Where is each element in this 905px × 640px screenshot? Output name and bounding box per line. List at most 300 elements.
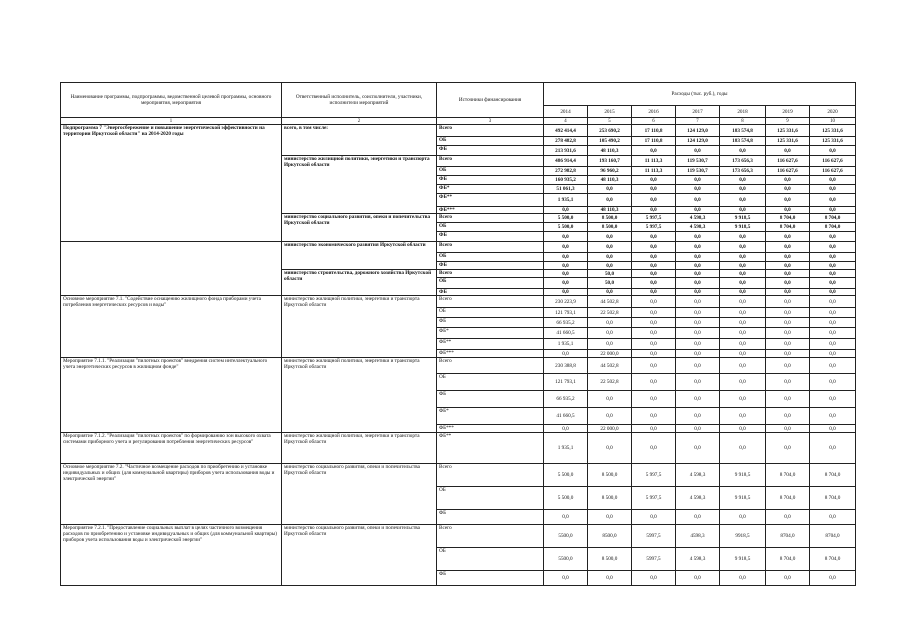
header-year: 2020 [810, 106, 856, 118]
amount-cell: 0,0 [676, 391, 720, 408]
executor-cell: министерство жилищной политики, энергетики и транспорта Иркутской области [282, 296, 437, 358]
funding-source-cell: Всего [437, 270, 544, 278]
amount-cell: 4 598,3 [676, 548, 720, 571]
program-name-cell: Мероприятие 7.1.2. "Реализация "пилотных проектов" по формированию зон высокого охвата системами приборного учета и регулирования потребления энергетических ресурсов" [61, 433, 282, 464]
amount-cell: 0,0 [720, 207, 766, 214]
amount-cell: 9 918,5 [720, 214, 766, 223]
funding-source-cell: ФБ* [437, 328, 544, 339]
amount-cell: 0,0 [766, 207, 810, 214]
amount-cell: 0,0 [810, 510, 856, 525]
amount-cell: 0,0 [766, 328, 810, 339]
amount-cell: 8 704,0 [810, 214, 856, 223]
amount-cell: 0,0 [544, 262, 588, 270]
amount-cell: 0,0 [544, 270, 588, 278]
executor-cell: министерство жилищной политики, энергетики и транспорта Иркутской области [282, 156, 437, 214]
amount-cell: 5500,0 [544, 548, 588, 571]
funding-source-cell: ФБ*** [437, 425, 544, 433]
amount-cell: 121 793,1 [544, 308, 588, 318]
amount-cell: 0,0 [676, 433, 720, 464]
amount-cell: 0,0 [766, 391, 810, 408]
amount-cell: 0,0 [766, 510, 810, 525]
funding-source-cell: Всего [437, 296, 544, 308]
amount-cell: 0,0 [810, 185, 856, 194]
amount-cell: 0,0 [720, 278, 766, 289]
amount-cell: 8 704,0 [810, 223, 856, 232]
table-row [61, 125, 856, 137]
funding-source-cell: ФБ [437, 176, 544, 185]
amount-cell: 0,0 [676, 408, 720, 425]
amount-cell: 8 704,0 [810, 487, 856, 510]
amount-cell: 0,0 [632, 185, 676, 194]
amount-cell: 125 331,6 [766, 137, 810, 146]
header-column-index: 5 [588, 118, 632, 125]
amount-cell: 0,0 [766, 339, 810, 350]
amount-cell: 0,0 [676, 176, 720, 185]
amount-cell: 8 704,0 [810, 548, 856, 571]
amount-cell: 0,0 [588, 339, 632, 350]
amount-cell: 0,0 [810, 391, 856, 408]
funding-source-cell: ФБ [437, 318, 544, 328]
amount-cell: 116 627,6 [810, 167, 856, 176]
amount-cell: 0,0 [632, 278, 676, 289]
funding-source-cell: ФБ*** [437, 207, 544, 214]
amount-cell: 0,0 [720, 391, 766, 408]
funding-source-cell: Всего [437, 125, 544, 137]
amount-cell: 5 500,0 [544, 487, 588, 510]
amount-cell: 0,0 [720, 185, 766, 194]
funding-source-cell: Всего [437, 242, 544, 253]
amount-cell: 0,0 [632, 391, 676, 408]
amount-cell: 11 113,3 [632, 156, 676, 167]
funding-source-cell: ОБ [437, 223, 544, 232]
amount-cell: 0,0 [676, 242, 720, 253]
amount-cell: 9918,5 [720, 525, 766, 548]
amount-cell: 116 627,6 [810, 156, 856, 167]
funding-source-cell: ОБ [437, 137, 544, 146]
amount-cell: 0,0 [766, 433, 810, 464]
amount-cell: 0,0 [632, 242, 676, 253]
amount-cell: 8 704,0 [810, 464, 856, 487]
amount-cell: 0,0 [720, 176, 766, 185]
amount-cell: 8704,0 [810, 525, 856, 548]
amount-cell: 0,0 [544, 289, 588, 296]
funding-source-cell: ФБ** [437, 339, 544, 350]
amount-cell: 0,0 [720, 270, 766, 278]
header-column-index: 8 [720, 118, 766, 125]
header-year: 2015 [588, 106, 632, 118]
header-program-name: Наименование программы, подпрограммы, ведомственной целевой программы, основного мероприятия, мероприятия [61, 83, 282, 118]
amount-cell: 0,0 [676, 339, 720, 350]
funding-source-cell: ОБ [437, 278, 544, 289]
amount-cell: 0,0 [632, 296, 676, 308]
funding-source-cell: ФБ [437, 391, 544, 408]
budget-table [60, 82, 856, 586]
amount-cell: 213 931,6 [544, 146, 588, 156]
amount-cell: 8 500,0 [588, 214, 632, 223]
amount-cell: 0,0 [766, 571, 810, 586]
program-name-cell: Подпрограмма 7 "Энергосбережение и повышение энергетической эффективности на территории Иркутской области" на 2014-2020 годы [61, 125, 282, 242]
amount-cell: 0,0 [720, 510, 766, 525]
amount-cell: 0,0 [766, 262, 810, 270]
amount-cell: 48 110,3 [588, 207, 632, 214]
header-column-index: 1 [61, 118, 282, 125]
amount-cell: 0,0 [588, 391, 632, 408]
amount-cell: 4 598,3 [676, 223, 720, 232]
amount-cell: 0,0 [766, 296, 810, 308]
amount-cell: 0,0 [632, 194, 676, 207]
amount-cell: 0,0 [810, 296, 856, 308]
amount-cell: 0,0 [544, 232, 588, 242]
amount-cell: 0,0 [720, 433, 766, 464]
amount-cell: 48 110,3 [588, 176, 632, 185]
amount-cell: 0,0 [720, 350, 766, 358]
amount-cell: 4598,3 [676, 525, 720, 548]
amount-cell: 0,0 [676, 253, 720, 262]
amount-cell: 0,0 [766, 194, 810, 207]
header-year: 2017 [676, 106, 720, 118]
header-year: 2016 [632, 106, 676, 118]
amount-cell: 8704,0 [766, 525, 810, 548]
funding-source-cell: ФБ [437, 232, 544, 242]
amount-cell: 0,0 [676, 510, 720, 525]
amount-cell: 11 113,3 [632, 167, 676, 176]
amount-cell: 124 129,0 [676, 137, 720, 146]
amount-cell: 0,0 [588, 253, 632, 262]
header-year: 2019 [766, 106, 810, 118]
amount-cell: 0,0 [632, 270, 676, 278]
amount-cell: 4 598,3 [676, 214, 720, 223]
amount-cell: 492 414,4 [544, 125, 588, 137]
amount-cell: 9 918,5 [720, 464, 766, 487]
amount-cell: 0,0 [766, 176, 810, 185]
amount-cell: 8 704,0 [766, 487, 810, 510]
amount-cell: 0,0 [720, 425, 766, 433]
amount-cell: 0,0 [676, 358, 720, 374]
amount-cell: 0,0 [766, 253, 810, 262]
header-column-index: 2 [282, 118, 437, 125]
amount-cell: 0,0 [720, 339, 766, 350]
amount-cell: 125 331,6 [766, 125, 810, 137]
amount-cell: 4 598,3 [676, 487, 720, 510]
amount-cell: 0,0 [720, 232, 766, 242]
amount-cell: 0,0 [676, 328, 720, 339]
amount-cell: 0,0 [588, 242, 632, 253]
amount-cell: 0,0 [766, 146, 810, 156]
amount-cell: 0,0 [632, 571, 676, 586]
amount-cell: 0,0 [632, 408, 676, 425]
amount-cell: 0,0 [766, 232, 810, 242]
amount-cell: 119 530,7 [676, 167, 720, 176]
funding-source-cell: ФБ [437, 571, 544, 586]
amount-cell: 22 000,0 [588, 425, 632, 433]
amount-cell: 121 793,1 [544, 374, 588, 391]
amount-cell: 41 660,5 [544, 328, 588, 339]
amount-cell: 0,0 [720, 253, 766, 262]
amount-cell: 0,0 [588, 510, 632, 525]
amount-cell: 0,0 [810, 289, 856, 296]
funding-source-cell: Всего [437, 156, 544, 167]
amount-cell: 0,0 [766, 374, 810, 391]
amount-cell: 9 918,5 [720, 487, 766, 510]
amount-cell: 116 627,6 [766, 156, 810, 167]
header-expenses: Расходы (тыс. руб.), годы [544, 83, 856, 106]
amount-cell: 41 660,5 [544, 408, 588, 425]
amount-cell: 0,0 [544, 510, 588, 525]
program-name-cell [61, 242, 282, 296]
amount-cell: 48 110,3 [588, 146, 632, 156]
amount-cell: 0,0 [720, 289, 766, 296]
amount-cell: 0,0 [632, 262, 676, 270]
executor-cell: министерство социального развития, опеки и попечительства Иркутской области [282, 214, 437, 242]
amount-cell: 0,0 [632, 433, 676, 464]
amount-cell: 0,0 [720, 408, 766, 425]
amount-cell: 173 656,3 [720, 167, 766, 176]
executor-cell: министерство строительства, дорожного хозяйства Иркутской области [282, 270, 437, 296]
amount-cell: 125 331,6 [810, 125, 856, 137]
amount-cell: 0,0 [766, 425, 810, 433]
amount-cell: 22 000,0 [588, 350, 632, 358]
amount-cell: 0,0 [810, 194, 856, 207]
amount-cell: 0,0 [676, 232, 720, 242]
amount-cell: 1 935,1 [544, 194, 588, 207]
funding-source-cell: Всего [437, 358, 544, 374]
table-row [61, 464, 856, 487]
executor-cell: министерство экономического развития Иркутской области [282, 242, 437, 270]
amount-cell: 0,0 [810, 425, 856, 433]
amount-cell: 0,0 [720, 328, 766, 339]
amount-cell: 0,0 [810, 328, 856, 339]
amount-cell: 5 500,0 [544, 464, 588, 487]
amount-cell: 0,0 [632, 176, 676, 185]
amount-cell: 0,0 [810, 350, 856, 358]
header-column-index: 7 [676, 118, 720, 125]
amount-cell: 0,0 [720, 194, 766, 207]
amount-cell: 0,0 [810, 278, 856, 289]
amount-cell: 0,0 [632, 510, 676, 525]
funding-source-cell: ОБ [437, 374, 544, 391]
funding-source-cell: ФБ [437, 510, 544, 525]
amount-cell: 9 918,5 [720, 223, 766, 232]
amount-cell: 0,0 [810, 358, 856, 374]
program-name-cell: Основное мероприятие 7.1. "Содействие оснащению жилищного фонда приборами учета потребления энергетических ресурсов и воды" [61, 296, 282, 358]
funding-source-cell: ОБ [437, 548, 544, 571]
amount-cell: 0,0 [676, 374, 720, 391]
amount-cell: 0,0 [632, 146, 676, 156]
header-column-index: 4 [544, 118, 588, 125]
amount-cell: 0,0 [588, 185, 632, 194]
amount-cell: 8 500,0 [588, 487, 632, 510]
amount-cell: 0,0 [632, 232, 676, 242]
header-executor: Ответственный исполнитель, соисполнители, участники, исполнители мероприятий [282, 83, 437, 118]
amount-cell: 124 129,0 [676, 125, 720, 137]
funding-source-cell: ФБ [437, 146, 544, 156]
amount-cell: 0,0 [544, 571, 588, 586]
amount-cell: 0,0 [544, 207, 588, 214]
amount-cell: 0,0 [810, 308, 856, 318]
amount-cell: 0,0 [676, 289, 720, 296]
amount-cell: 5 997,5 [632, 464, 676, 487]
amount-cell: 0,0 [544, 242, 588, 253]
amount-cell: 0,0 [766, 289, 810, 296]
amount-cell: 0,0 [720, 571, 766, 586]
executor-cell: всего, в том числе: [282, 125, 437, 156]
amount-cell: 0,0 [632, 328, 676, 339]
amount-cell: 0,0 [544, 253, 588, 262]
amount-cell: 0,0 [676, 270, 720, 278]
amount-cell: 0,0 [810, 146, 856, 156]
amount-cell: 0,0 [766, 358, 810, 374]
amount-cell: 0,0 [588, 262, 632, 270]
amount-cell: 0,0 [676, 278, 720, 289]
amount-cell: 8 704,0 [766, 464, 810, 487]
amount-cell: 278 482,8 [544, 137, 588, 146]
header-year: 2014 [544, 106, 588, 118]
amount-cell: 0,0 [676, 146, 720, 156]
amount-cell: 0,0 [588, 328, 632, 339]
table-row [61, 525, 856, 548]
amount-cell: 0,0 [766, 185, 810, 194]
amount-cell: 0,0 [720, 358, 766, 374]
funding-source-cell: ФБ** [437, 433, 544, 464]
amount-cell: 51 061,3 [544, 185, 588, 194]
amount-cell: 116 627,6 [766, 167, 810, 176]
amount-cell: 1 935,1 [544, 433, 588, 464]
amount-cell: 5997,5 [632, 548, 676, 571]
amount-cell: 160 935,2 [544, 176, 588, 185]
amount-cell: 183 574,8 [720, 137, 766, 146]
funding-source-cell: Всего [437, 464, 544, 487]
amount-cell: 0,0 [810, 176, 856, 185]
amount-cell: 0,0 [588, 433, 632, 464]
table-row [61, 433, 856, 464]
amount-cell: 0,0 [810, 433, 856, 464]
amount-cell: 5 997,5 [632, 487, 676, 510]
funding-source-cell: ФБ*** [437, 350, 544, 358]
amount-cell: 0,0 [676, 262, 720, 270]
amount-cell: 8 500,0 [588, 464, 632, 487]
amount-cell: 0,0 [766, 242, 810, 253]
header-column-index: 9 [766, 118, 810, 125]
amount-cell: 0,0 [766, 408, 810, 425]
amount-cell: 9 918,5 [720, 548, 766, 571]
funding-source-cell: ОБ [437, 167, 544, 176]
amount-cell: 0,0 [632, 425, 676, 433]
amount-cell: 0,0 [632, 339, 676, 350]
amount-cell: 5 500,0 [544, 214, 588, 223]
amount-cell: 8 500,0 [588, 223, 632, 232]
funding-source-cell: Всего [437, 525, 544, 548]
header-column-index: 3 [437, 118, 544, 125]
amount-cell: 486 914,4 [544, 156, 588, 167]
funding-source-cell: ФБ* [437, 408, 544, 425]
amount-cell: 8 500,0 [588, 548, 632, 571]
amount-cell: 5 997,5 [632, 223, 676, 232]
amount-cell: 230 388,8 [544, 358, 588, 374]
amount-cell: 0,0 [766, 270, 810, 278]
amount-cell: 0,0 [810, 318, 856, 328]
funding-source-cell: ОБ [437, 253, 544, 262]
amount-cell: 50,0 [588, 270, 632, 278]
amount-cell: 193 160,7 [588, 156, 632, 167]
amount-cell: 44 502,8 [588, 358, 632, 374]
amount-cell: 0,0 [632, 318, 676, 328]
amount-cell: 0,0 [720, 146, 766, 156]
amount-cell: 17 110,8 [632, 125, 676, 137]
funding-source-cell: Всего [437, 214, 544, 223]
amount-cell: 0,0 [676, 185, 720, 194]
table-row [61, 358, 856, 374]
amount-cell: 0,0 [632, 350, 676, 358]
amount-cell: 0,0 [720, 308, 766, 318]
amount-cell: 0,0 [720, 296, 766, 308]
amount-cell: 0,0 [766, 350, 810, 358]
amount-cell: 0,0 [544, 350, 588, 358]
funding-source-cell: ФБ [437, 289, 544, 296]
amount-cell: 5500,0 [544, 525, 588, 548]
amount-cell: 0,0 [588, 232, 632, 242]
amount-cell: 0,0 [810, 374, 856, 391]
amount-cell: 17 110,8 [632, 137, 676, 146]
amount-cell: 0,0 [810, 207, 856, 214]
amount-cell: 0,0 [676, 425, 720, 433]
amount-cell: 272 982,8 [544, 167, 588, 176]
amount-cell: 183 574,8 [720, 125, 766, 137]
table-row [61, 296, 856, 308]
amount-cell: 0,0 [588, 318, 632, 328]
amount-cell: 96 960,2 [588, 167, 632, 176]
amount-cell: 0,0 [632, 358, 676, 374]
budget-table-page [60, 82, 855, 586]
amount-cell: 230 223,9 [544, 296, 588, 308]
amount-cell: 0,0 [632, 374, 676, 391]
amount-cell: 0,0 [676, 308, 720, 318]
amount-cell: 8500,0 [588, 525, 632, 548]
funding-source-cell: ФБ [437, 262, 544, 270]
header-column-index: 10 [810, 118, 856, 125]
amount-cell: 1 935,1 [544, 339, 588, 350]
header-funding-source: Источники финансирования [437, 83, 544, 118]
amount-cell: 0,0 [810, 339, 856, 350]
amount-cell: 0,0 [810, 408, 856, 425]
amount-cell: 119 530,7 [676, 156, 720, 167]
amount-cell: 66 935,2 [544, 318, 588, 328]
amount-cell: 8 704,0 [766, 223, 810, 232]
amount-cell: 44 502,8 [588, 296, 632, 308]
amount-cell: 8 704,0 [766, 214, 810, 223]
amount-cell: 0,0 [810, 253, 856, 262]
funding-source-cell: ФБ** [437, 194, 544, 207]
amount-cell: 4 598,3 [676, 464, 720, 487]
amount-cell: 0,0 [810, 242, 856, 253]
executor-cell: министерство социального развития, опеки и попечительства Иркутской области [282, 464, 437, 525]
amount-cell: 173 656,3 [720, 156, 766, 167]
funding-source-cell: ОБ [437, 308, 544, 318]
program-name-cell: Мероприятие 7.1.1. "Реализация "пилотных проектов" внедрения систем интеллектуального учета энергетических ресурсов в жилищном фонде" [61, 358, 282, 433]
amount-cell: 0,0 [588, 289, 632, 296]
amount-cell: 0,0 [720, 262, 766, 270]
executor-cell: министерство социального развития, опеки и попечительства Иркутской области [282, 525, 437, 586]
amount-cell: 0,0 [632, 253, 676, 262]
amount-cell: 0,0 [766, 318, 810, 328]
amount-cell: 0,0 [676, 318, 720, 328]
amount-cell: 0,0 [588, 408, 632, 425]
executor-cell: министерство жилищной политики, энергетики и транспорта Иркутской области [282, 433, 437, 464]
amount-cell: 0,0 [588, 571, 632, 586]
amount-cell: 22 502,8 [588, 374, 632, 391]
amount-cell: 0,0 [588, 194, 632, 207]
amount-cell: 0,0 [676, 207, 720, 214]
amount-cell: 253 690,2 [588, 125, 632, 137]
